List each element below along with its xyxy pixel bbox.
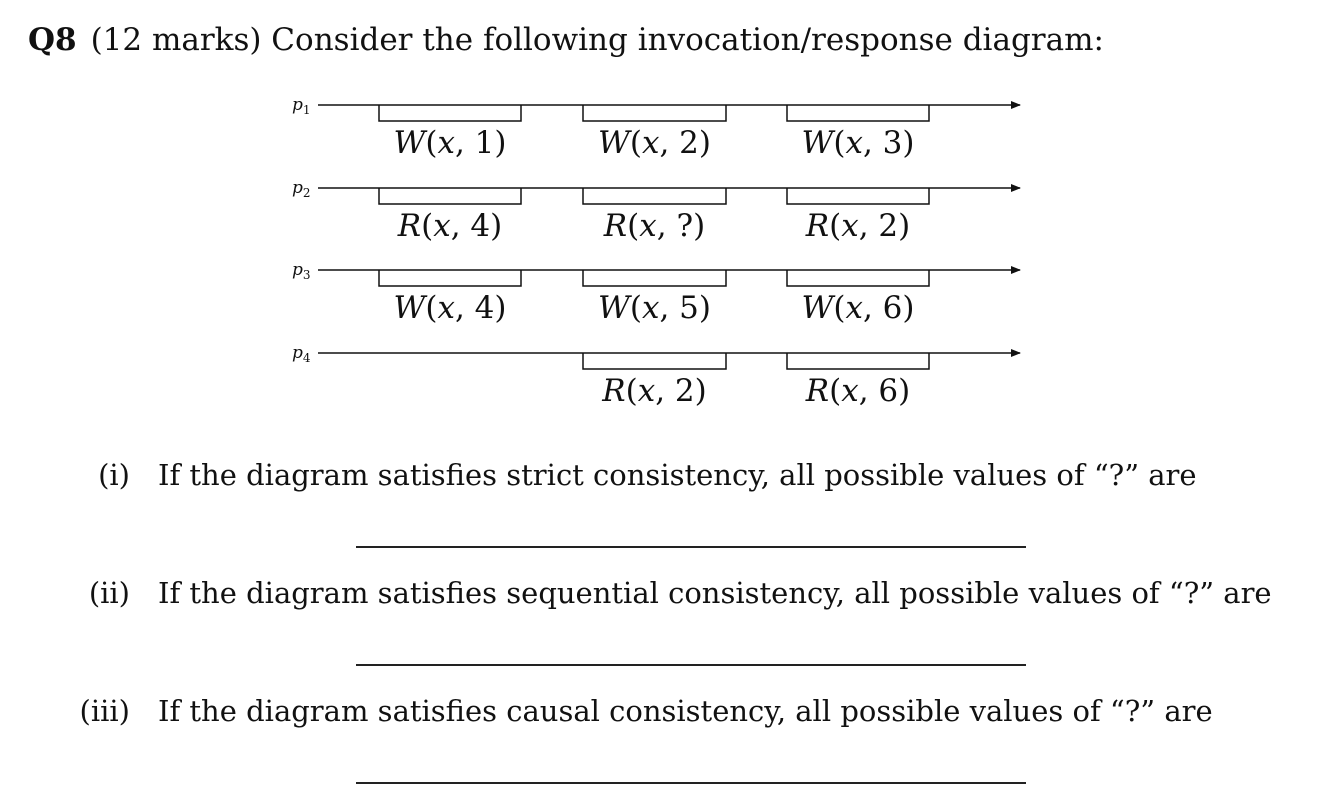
operation-interval xyxy=(583,105,726,121)
answer-line-3[interactable] xyxy=(356,782,1026,784)
operation-interval xyxy=(583,270,726,286)
operation-label: W(x, 4) xyxy=(393,290,507,326)
process-label-p1: $p_1$ xyxy=(292,95,311,117)
subquestion-3-number: (iii) xyxy=(79,694,130,728)
operation-interval xyxy=(379,188,521,204)
question-number: Q8 xyxy=(28,22,77,58)
question-text: (12 marks) Consider the following invocation/response diagram: xyxy=(90,22,1104,58)
subquestion-1-text: If the diagram satisfies strict consistency, all possible values of “?” are xyxy=(158,458,1197,492)
operation-interval xyxy=(787,188,929,204)
subquestion-2-number: (ii) xyxy=(88,576,130,610)
operation-interval xyxy=(787,270,929,286)
process-label-p2: $p_2$ xyxy=(292,178,311,200)
subquestion-3 xyxy=(0,689,1342,733)
operation-interval xyxy=(583,353,726,369)
operation-interval xyxy=(787,105,929,121)
operation-label: R(x, ?) xyxy=(603,208,706,244)
operation-interval xyxy=(787,353,929,369)
subquestion-2 xyxy=(0,571,1342,615)
answer-line-1[interactable] xyxy=(356,546,1026,548)
operation-label: W(x, 3) xyxy=(801,125,915,161)
operation-interval xyxy=(379,105,521,121)
answer-line-2[interactable] xyxy=(356,664,1026,666)
process-label-p3: $p_3$ xyxy=(292,260,311,282)
operation-label: R(x, 4) xyxy=(397,208,503,244)
subquestion-2-text: If the diagram satisfies sequential consistency, all possible values of “?” are xyxy=(158,576,1272,610)
operation-label: R(x, 6) xyxy=(805,373,911,409)
operation-label: W(x, 5) xyxy=(597,290,712,326)
operation-interval xyxy=(583,188,726,204)
operation-label: W(x, 2) xyxy=(597,125,712,161)
operation-label: R(x, 2) xyxy=(602,373,707,409)
subquestion-3-text: If the diagram satisfies causal consistency, all possible values of “?” are xyxy=(158,694,1213,728)
operation-label: W(x, 6) xyxy=(801,290,915,326)
operation-label: W(x, 1) xyxy=(393,125,507,161)
subquestion-1 xyxy=(0,453,1342,497)
subquestion-1-number: (i) xyxy=(98,458,130,492)
operation-label: R(x, 2) xyxy=(805,208,911,244)
operation-interval xyxy=(379,270,521,286)
process-label-p4: $p_4$ xyxy=(292,343,311,365)
